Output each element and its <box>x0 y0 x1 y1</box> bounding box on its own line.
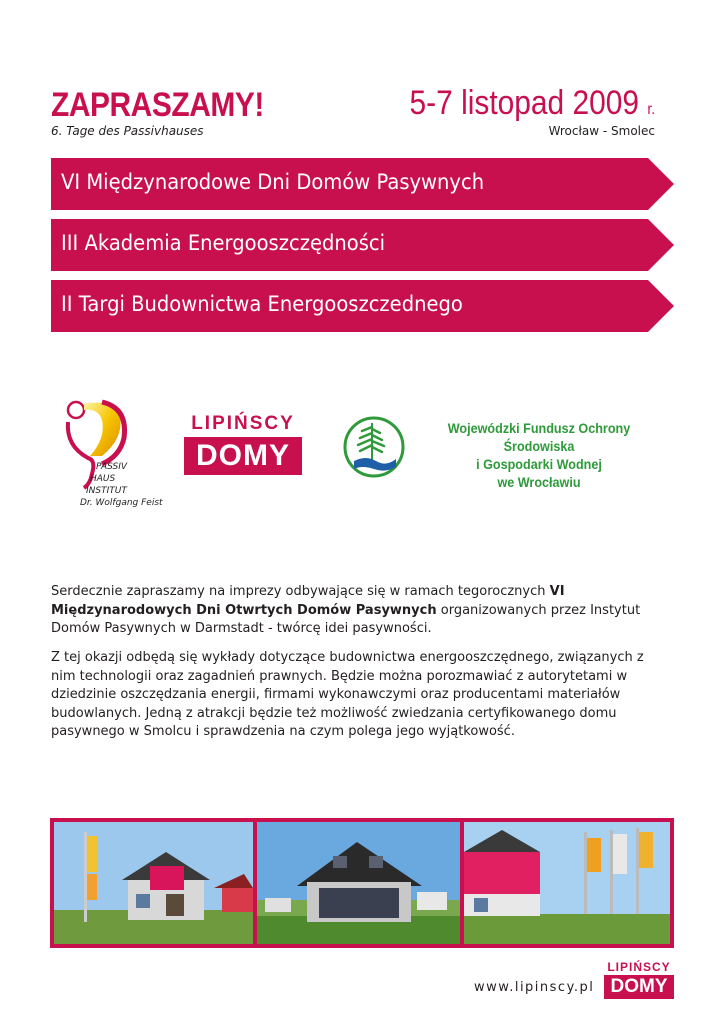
fund-tree-icon <box>342 415 406 479</box>
house-photo-2 <box>257 822 460 944</box>
passivhaus-line2: HAUS <box>90 474 116 484</box>
fund-line2: i Gospodarki Wodnej <box>476 456 602 472</box>
event-date-suffix: r. <box>647 101 655 118</box>
event-date <box>409 84 655 123</box>
banner-3 <box>51 280 648 332</box>
footer-logo-top: LIPIŃSCY <box>607 960 671 974</box>
intro-paragraph <box>51 583 671 639</box>
fund-line1: Wojewódzki Fundusz Ochrony Środowiska <box>447 420 631 454</box>
passivhaus-line4: Dr. Wolfgang Feist <box>80 498 163 508</box>
intro-text-c: organizowanych przez Instytut Domów Pasywnych w Darmstadt - twórcę idei pasywności. <box>51 602 641 636</box>
footer-logo <box>604 960 674 999</box>
page-title: ZAPRASZAMY! <box>51 86 264 124</box>
footer-logo-bottom: DOMY <box>604 975 674 999</box>
banner-1 <box>51 158 648 210</box>
house-photo-1 <box>54 822 253 944</box>
passivhaus-line1: PASSIV <box>96 462 128 472</box>
passivhaus-text <box>80 461 163 509</box>
banner-1-label: VI Międzynarodowe Dni Domów Pasywnych <box>61 170 485 194</box>
banner-arrow-icon <box>648 219 674 271</box>
event-place: Wrocław - Smolec <box>548 124 655 138</box>
fund-logo-text <box>416 419 663 491</box>
passivhaus-line3: INSTITUT <box>86 486 127 496</box>
banner-arrow-icon <box>648 280 674 332</box>
banner-arrow-icon <box>648 158 674 210</box>
event-date-text: 5-7 listopad 2009 <box>409 84 639 122</box>
banner-2 <box>51 219 648 271</box>
details-paragraph: Z tej okazji odbędą się wykłady dotyczące budownictwa energooszczędnego, związanych z nim technologii oraz zagadnień prawnych. Będzie można porozmawiać z autorytetami w dziedzinie oszczędzania energii, firmami wykonawczymi oraz producentami materiałów budowlanych. Jedną z atrakcji będzie też możliwość zwiedzania certyfikowanego domu pasywnego w Smolcu i sprawdzenia na czym polega jego wyjątkowość. <box>51 650 644 739</box>
banner-2-label: III Akademia Energooszczędności <box>61 231 386 255</box>
lipinscy-logo-bottom: DOMY <box>184 437 302 475</box>
house-photo-3 <box>464 822 670 944</box>
banner-3-label: II Targi Budownictwa Energooszczednego <box>61 292 463 316</box>
lipinscy-logo <box>184 413 302 475</box>
page-subtitle: 6. Tage des Passivhauses <box>51 124 204 138</box>
intro-text-bold: VI Międzynarodowych Dni Otwrtych Domów Pasywnych <box>51 584 565 618</box>
website-link[interactable]: www.lipinscy.pl <box>474 980 595 995</box>
intro-text-a: Serdecznie zapraszamy na imprezy odbywające się w ramach tegorocznych <box>51 584 550 599</box>
fund-line3: we Wrocławiu <box>497 474 581 490</box>
photo-strip <box>50 818 674 948</box>
lipinscy-logo-top: LIPIŃSCY <box>191 413 295 434</box>
